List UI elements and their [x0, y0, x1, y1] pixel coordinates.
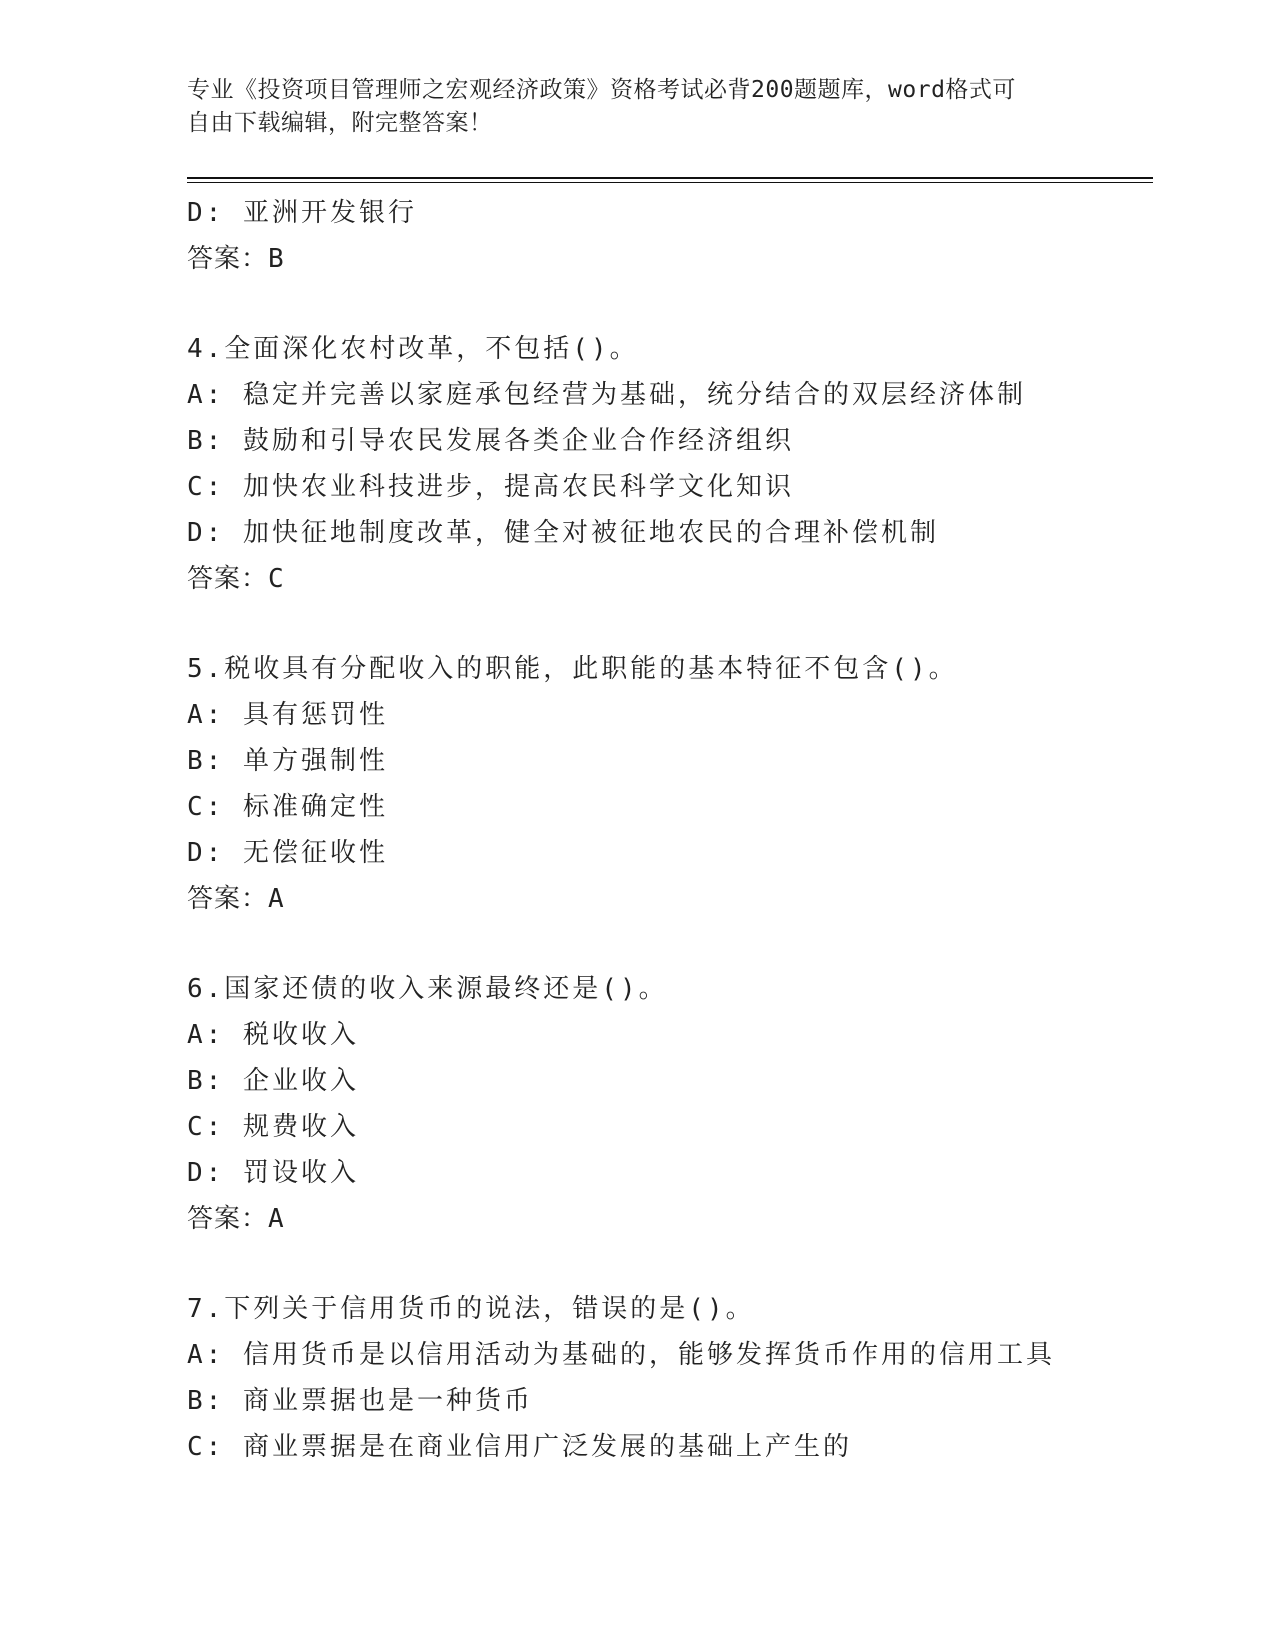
option-a: A: 税收收入 [187, 1020, 359, 1050]
option-b: B: 鼓励和引导农民发展各类企业合作经济组织 [187, 426, 794, 456]
option-c: C: 加快农业科技进步，提高农民科学文化知识 [187, 472, 794, 502]
option-a: A: 具有惩罚性 [187, 700, 388, 730]
answer [187, 556, 1147, 602]
option-b: B: 单方强制性 [187, 746, 388, 776]
question-stem: 7.下列关于信用货币的说法，错误的是()。 [187, 1294, 755, 1324]
header-rule-thin [187, 182, 1153, 183]
option-c: C: 标准确定性 [187, 792, 388, 822]
option-c: C: 规费收入 [187, 1112, 359, 1142]
header-line-2: 自由下载编辑，附完整答案！ [187, 110, 493, 136]
question-stem: 6.国家还债的收入来源最终还是()。 [187, 974, 668, 1004]
spacer [187, 602, 1147, 646]
question-list [187, 190, 1147, 1470]
option-a: A: 稳定并完善以家庭承包经营为基础，统分结合的双层经济体制 [187, 380, 1026, 410]
spacer [187, 282, 1147, 326]
answer-value: A [268, 1204, 285, 1234]
option-d: D: 罚设收入 [187, 1158, 359, 1188]
answer-label: 答案： [187, 884, 269, 914]
prev-option-d: D: 亚洲开发银行 [187, 198, 417, 228]
option-b: B: 商业票据也是一种货币 [187, 1386, 533, 1416]
question-6 [187, 966, 1147, 1242]
header-rule-thick [187, 177, 1153, 179]
document-header [187, 74, 1087, 140]
answer-label: 答案： [187, 1204, 269, 1234]
option-c: C: 商业票据是在商业信用广泛发展的基础上产生的 [187, 1432, 852, 1462]
question-4 [187, 326, 1147, 602]
question-7 [187, 1286, 1147, 1470]
answer-value: C [268, 564, 285, 594]
answer-label: 答案： [187, 244, 269, 274]
answer-value: B [268, 244, 285, 274]
prev-answer [187, 236, 1147, 282]
option-a: A: 信用货币是以信用活动为基础的，能够发挥货币作用的信用工具 [187, 1340, 1055, 1370]
question-stem: 4.全面深化农村改革，不包括()。 [187, 334, 639, 364]
option-b: B: 企业收入 [187, 1066, 359, 1096]
spacer [187, 1242, 1147, 1286]
spacer [187, 922, 1147, 966]
header-line-1: 专业《投资项目管理师之宏观经济政策》资格考试必背200题题库，word格式可 [187, 77, 1016, 103]
option-d: D: 无偿征收性 [187, 838, 388, 868]
answer [187, 876, 1147, 922]
question-5 [187, 646, 1147, 922]
answer [187, 1196, 1147, 1242]
question-stem: 5.税收具有分配收入的职能，此职能的基本特征不包含()。 [187, 654, 958, 684]
answer-value: A [268, 884, 285, 914]
answer-label: 答案： [187, 564, 269, 594]
option-d: D: 加快征地制度改革，健全对被征地农民的合理补偿机制 [187, 518, 939, 548]
